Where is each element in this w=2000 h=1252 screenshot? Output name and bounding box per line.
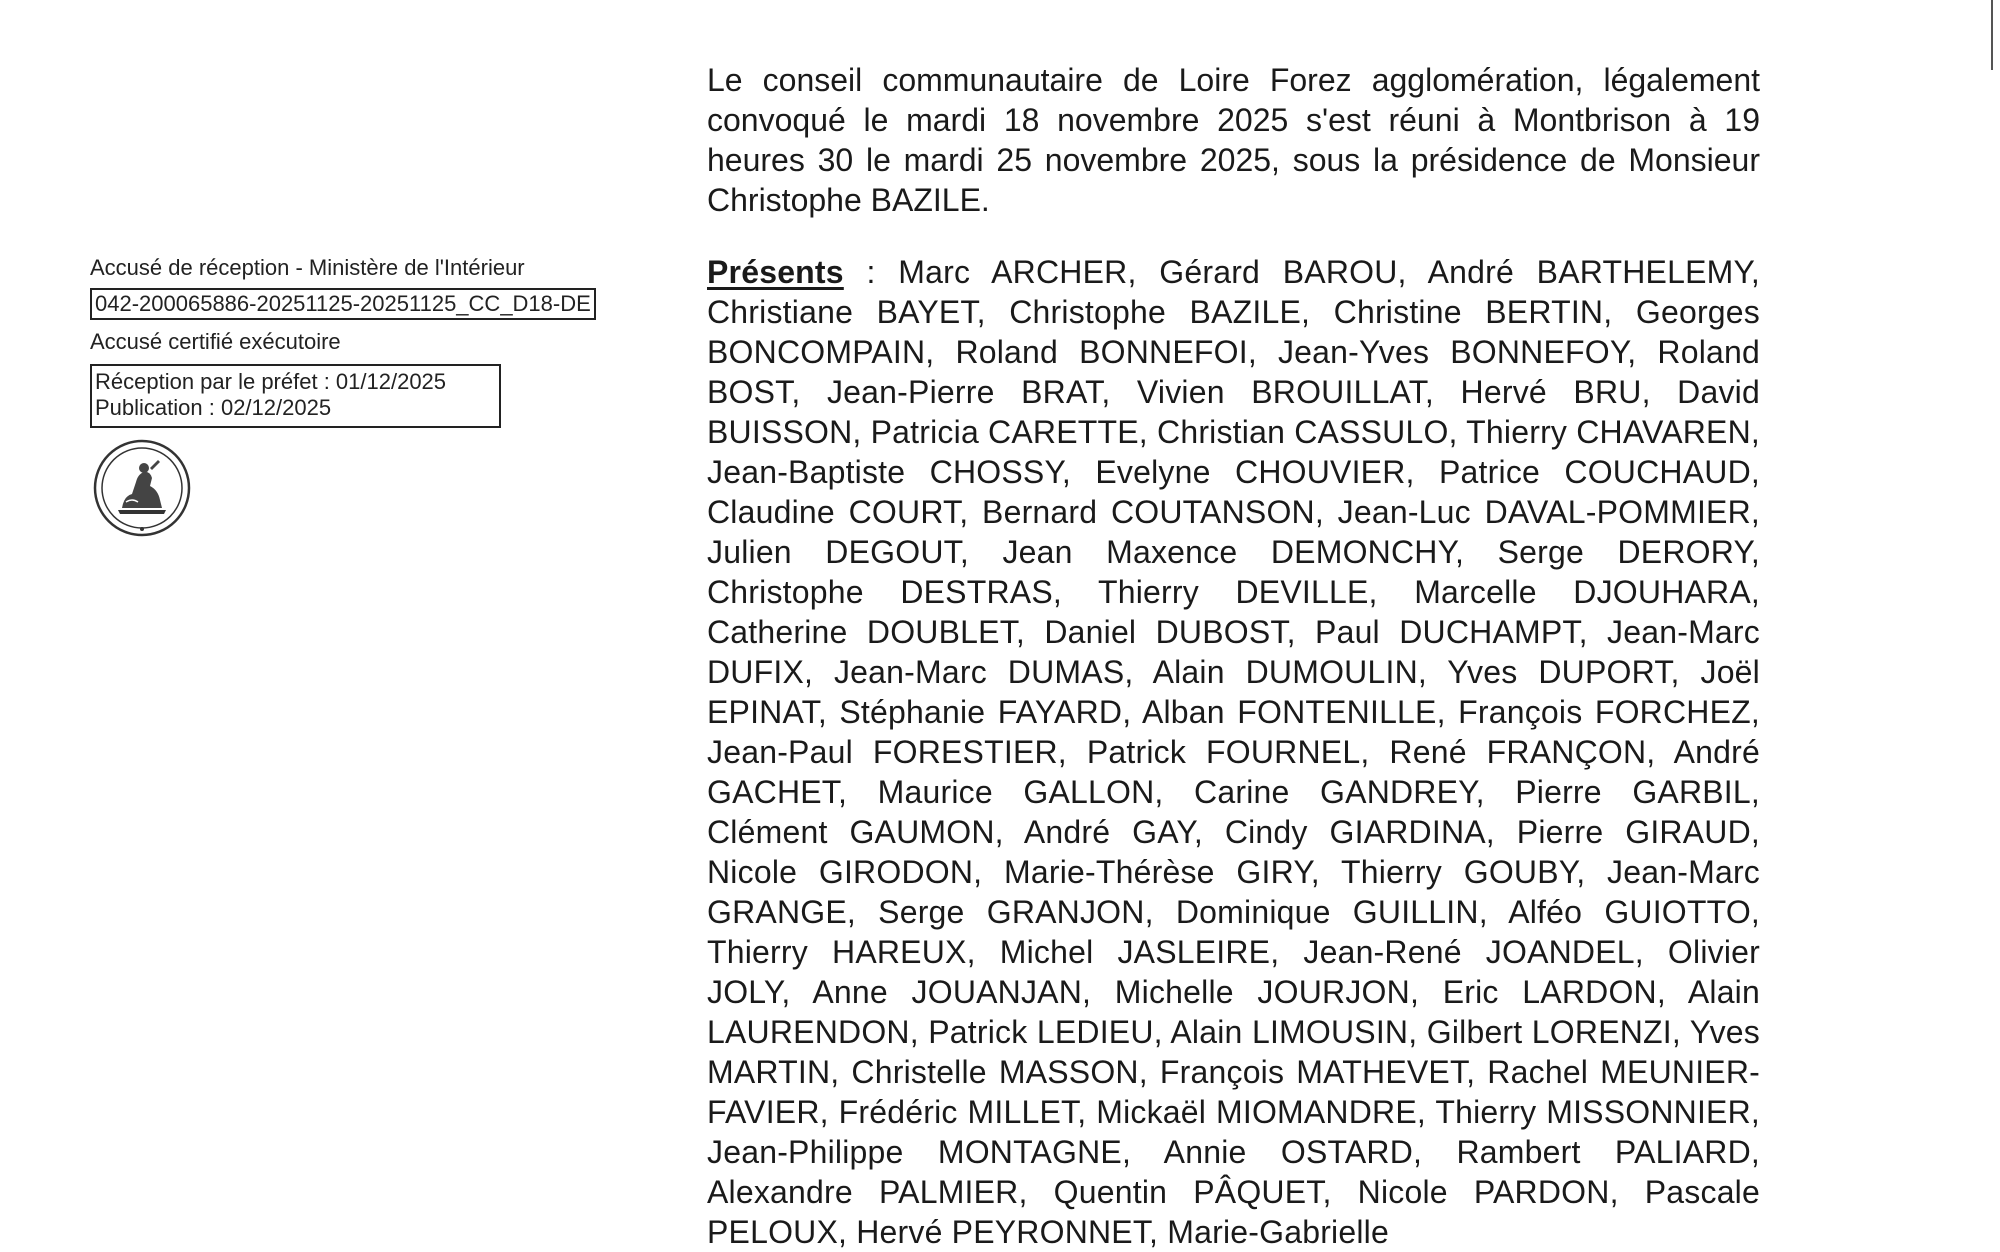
- ack-id-box: 042-200065886-20251125-20251125_CC_D18-DE: [90, 288, 596, 320]
- presents-list: Marc ARCHER, Gérard BAROU, André BARTHELEMY, Christiane BAYET, Christophe BAZILE, Christine BERTIN, Georges BONCOMPAIN, Roland BONNEFOI, Jean-Yves BONNEFOY, Roland BOST, Jean-Pierre BRAT, Vivien BROUILLAT, Hervé BRU, David BUISSON, Patricia CARETTE, Christian CASSULO, Thierry CHAVAREN, Jean-Baptiste CHOSSY, Evelyne CHOUVIER, Patrice COUCHAUD, Claudine COURT, Bernard COUTANSON, Jean-Luc DAVAL-POMMIER, Julien DEGOUT, Jean Maxence DEMONCHY, Serge DERORY, Christophe DESTRAS, Thierry DEVILLE, Marcelle DJOUHARA, Catherine DOUBLET, Daniel DUBOST, Paul DUCHAMPT, Jean-Marc DUFIX, Jean-Marc DUMAS, Alain DUMOULIN, Yves DUPORT, Joël EPINAT, Stéphanie FAYARD, Alban FONTENILLE, François FORCHEZ, Jean-Paul FORESTIER, Patrick FOURNEL, René FRANÇON, André GACHET, Maurice GALLON, Carine GANDREY, Pierre GARBIL, Clément GAUMON, André GAY, Cindy GIARDINA, Pierre GIRAUD, Nicole GIRODON, Marie-Thérèse GIRY, Thierry GOUBY, Jean-Marc GRANGE, Serge GRANJON, Dominique GUILLIN, Alféo GUIOTTO, Thierry HAREUX, Michel JASLEIRE, Jean-René JOANDEL, Olivier JOLY, Anne JOUANJAN, Michelle JOURJON, Eric LARDON, Alain LAURENDON, Patrick LEDIEU, Alain LIMOUSIN, Gilbert LORENZI, Yves MARTIN, Christelle MASSON, François MATHEVET, Rachel MEUNIER-FAVIER, Frédéric MILLET, Mickaël MIOMANDRE, Thierry MISSONNIER, Jean-Philippe MONTAGNE, Annie OSTARD, Rambert PALIARD, Alexandre PALMIER, Quentin PÂQUET, Nicole PARDON, Pascale PELOUX, Hervé PEYRONNET, Marie-Gabrielle: [707, 254, 1760, 1250]
- reception-prefet-date: Réception par le préfet : 01/12/2025: [95, 369, 447, 394]
- dates-box: [90, 364, 501, 428]
- ack-title: Accusé de réception - Ministère de l'Intérieur: [90, 255, 525, 280]
- presents-label: Présents: [707, 254, 844, 290]
- presents-paragraph: [707, 252, 1760, 1252]
- presents-separator: :: [843, 254, 899, 290]
- publication-date: Publication : 02/12/2025: [95, 395, 332, 420]
- republic-seal-icon: [92, 438, 192, 538]
- page-edge-divider: [1991, 0, 1993, 70]
- intro-paragraph: Le conseil communautaire de Loire Forez agglomération, légalement convoqué le mardi 18 novembre 2025 s'est réuni à Montbrison à 19 heures 30 le mardi 25 novembre 2025, sous la présidence de Monsieur Christophe BAZILE.: [707, 62, 1760, 218]
- certified-label: Accusé certifié exécutoire: [90, 329, 341, 354]
- reception-stamp: [90, 254, 690, 538]
- document-body: [707, 60, 1760, 1252]
